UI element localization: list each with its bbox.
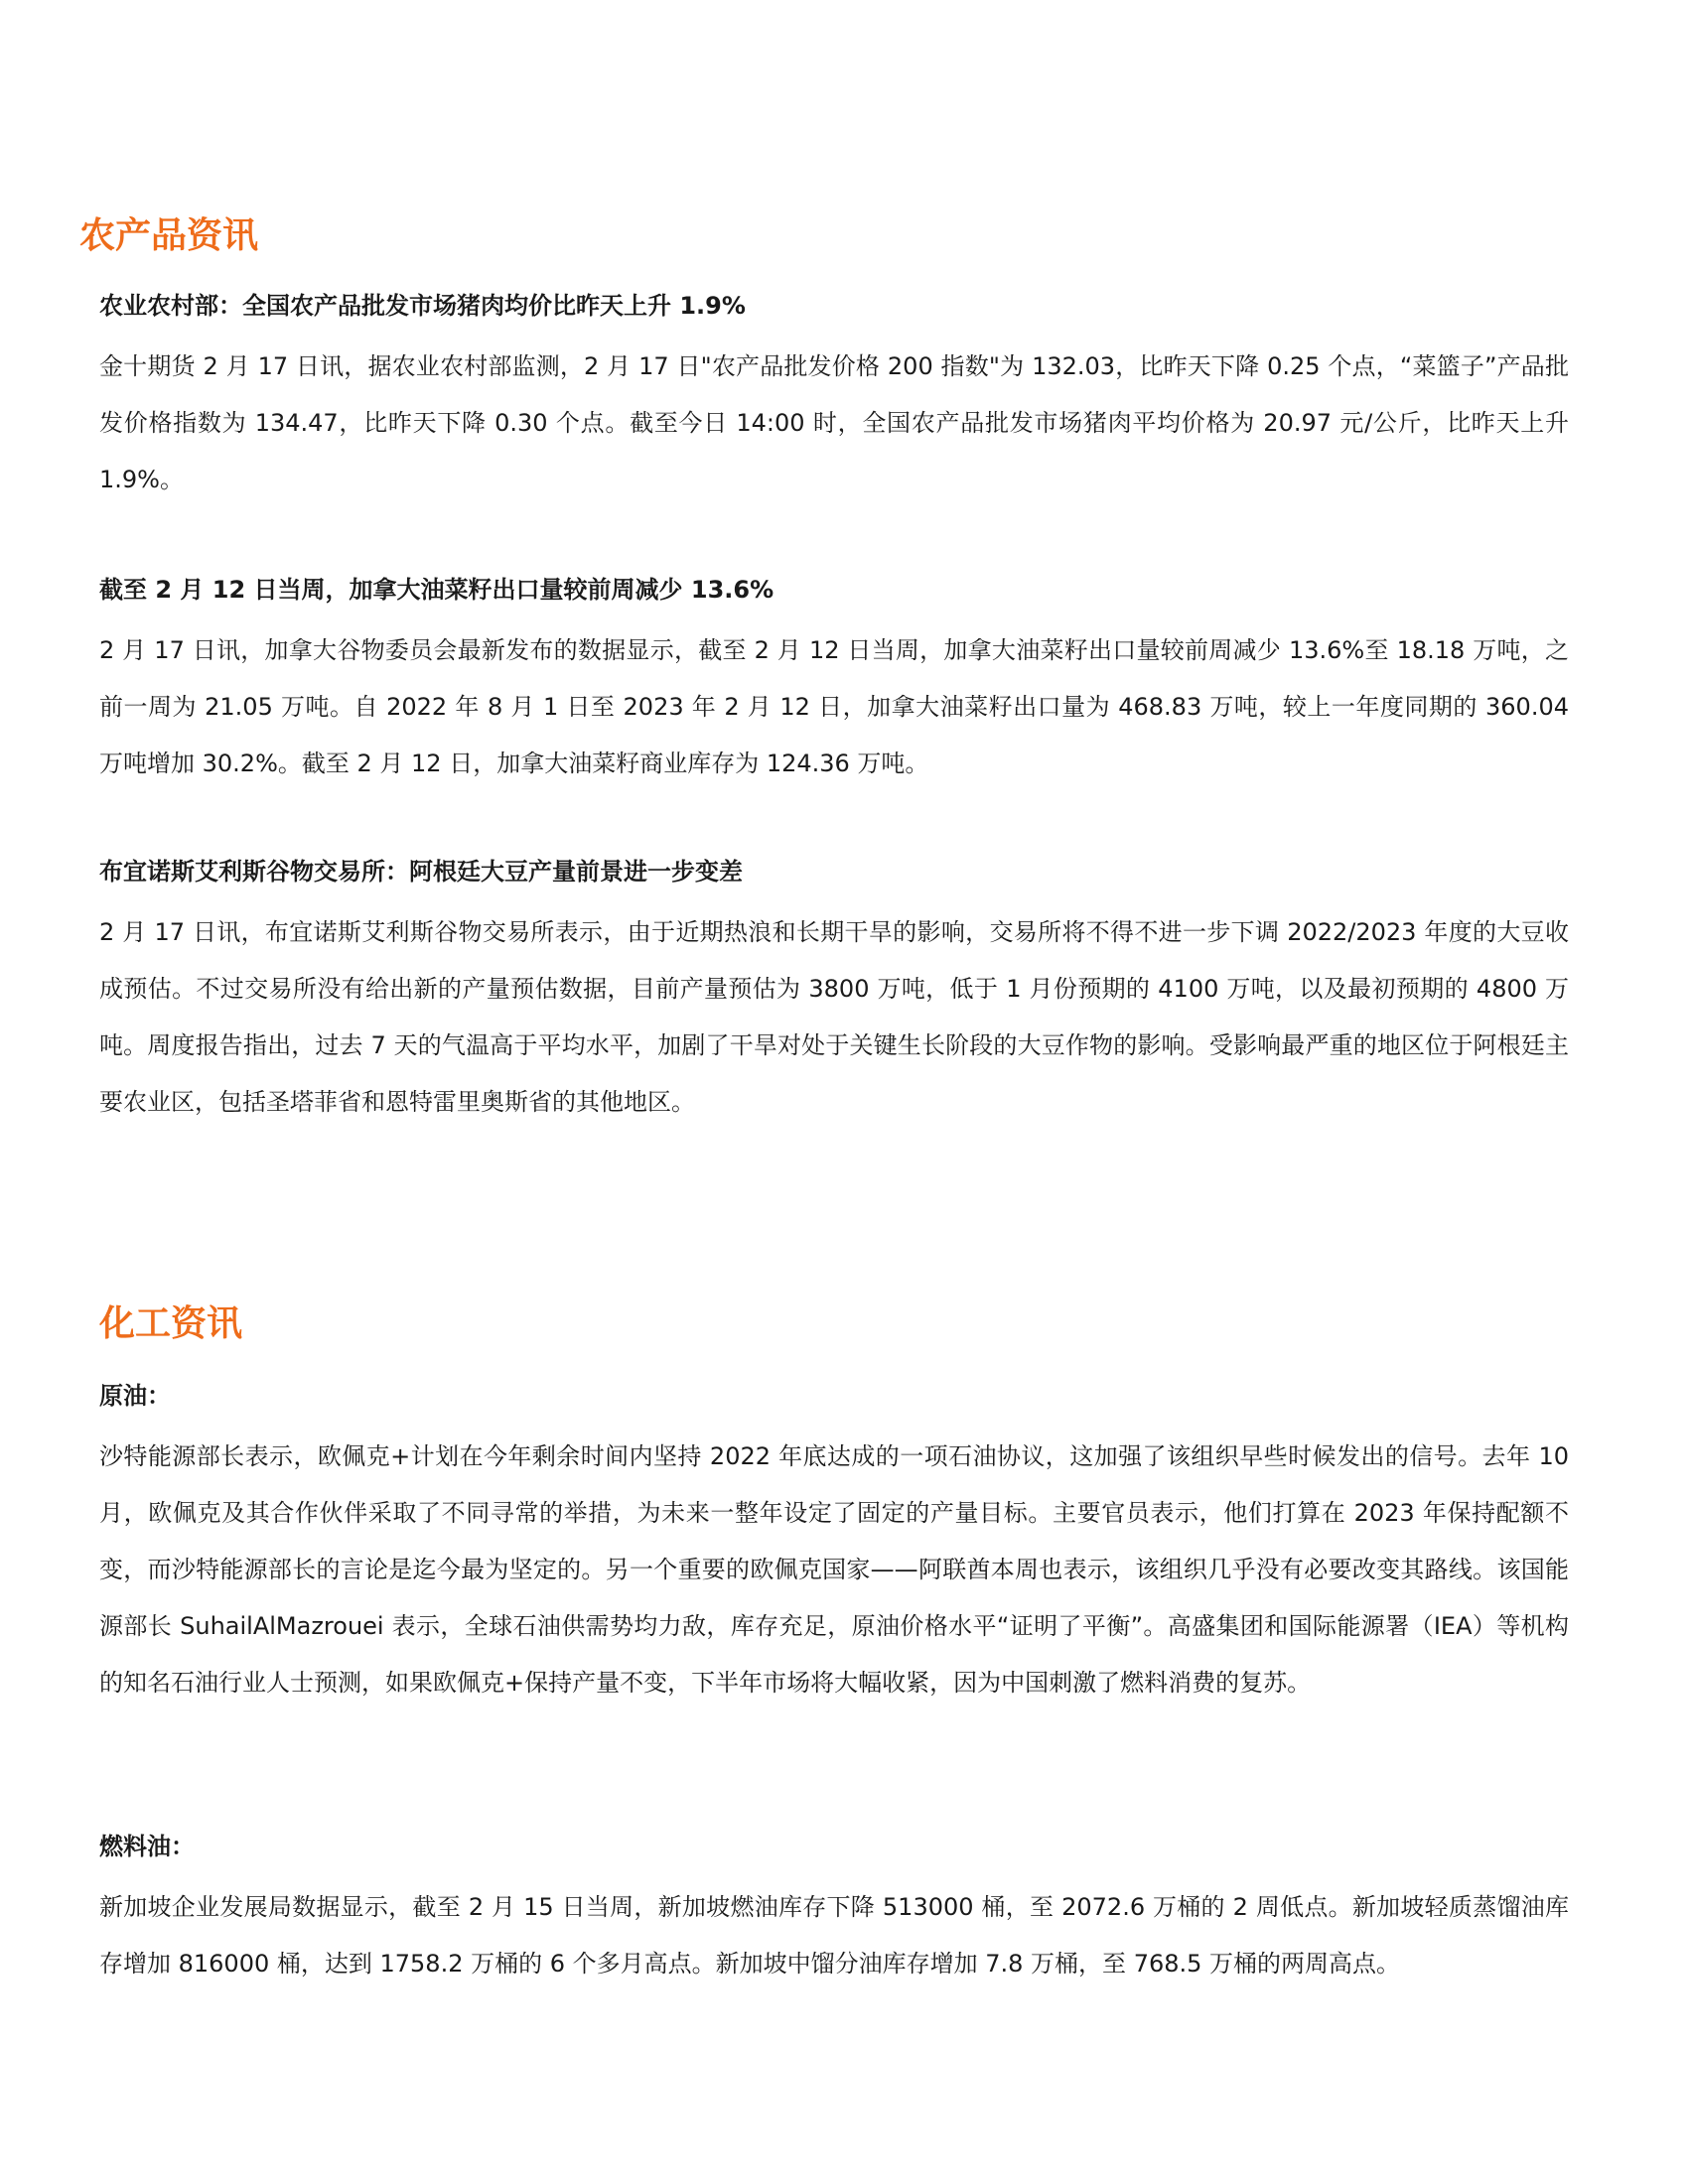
article-crude-oil — [99, 1380, 1569, 1711]
article-argentina-soybean — [99, 856, 1569, 1131]
article-body: 2 月 17 日讯，加拿大谷物委员会最新发布的数据显示，截至 2 月 12 日当周，加拿大油菜籽出口量较前周减少 13.6%至 18.18 万吨，之前一周为 21.05 万吨。自 2022 年 8 月 1 日至 2023 年 2 月 12 日，加拿大油菜籽出口量为 468.83 万吨，较上一年度同期的 360.04 万吨增加 30.2%。截至 2 月 12 日，加拿大油菜籽商业库存为 124.36 万吨。 — [99, 636, 1569, 777]
article-heading: 截至 2 月 12 日当周，加拿大油菜籽出口量较前周减少 13.6% — [99, 576, 774, 604]
article-body: 2 月 17 日讯，布宜诺斯艾利斯谷物交易所表示，由于近期热浪和长期干旱的影响，交易所将不得不进一步下调 2022/2023 年度的大豆收成预估。不过交易所没有给出新的产量预估数据，目前产量预估为 3800 万吨，低于 1 月份预期的 4100 万吨，以及最初预期的 4800 万吨。周度报告指出，过去 7 天的气温高于平均水平，加剧了干旱对处于关键生长阶段的大豆作物的影响。受影响最严重的地区位于阿根廷主要农业区，包括圣塔菲省和恩特雷里奥斯省的其他地区。 — [99, 918, 1569, 1116]
article-body: 新加坡企业发展局数据显示，截至 2 月 15 日当周，新加坡燃油库存下降 513000 桶，至 2072.6 万桶的 2 周低点。新加坡轻质蒸馏油库存增加 816000 桶，达到 1758.2 万桶的 6 个多月高点。新加坡中馏分油库存增加 7.8 万桶，至 768.5 万桶的两周高点。 — [99, 1893, 1569, 1978]
section-title-agriculture: 农产品资讯 — [79, 215, 259, 256]
article-body: 金十期货 2 月 17 日讯，据农业农村部监测，2 月 17 日"农产品批发价格 200 指数"为 132.03，比昨天下降 0.25 个点，“菜篮子”产品批发价格指数为 134.47，比昨天下降 0.30 个点。截至今日 14:00 时，全国农产品批发市场猪肉平均价格为 20.97 元/公斤，比昨天上升 1.9%。 — [99, 352, 1569, 493]
article-body: 沙特能源部长表示，欧佩克+计划在今年剩余时间内坚持 2022 年底达成的一项石油协议，这加强了该组织早些时候发出的信号。去年 10 月，欧佩克及其合作伙伴采取了不同寻常的举措，为未来一整年设定了固定的产量目标。主要官员表示，他们打算在 2023 年保持配额不变，而沙特能源部长的言论是迄今最为坚定的。另一个重要的欧佩克国家——阿联酋本周也表示，该组织几乎没有必要改变其路线。该国能源部长 SuhailAlMazrouei 表示，全球石油供需势均力敌，库存充足，原油价格水平“证明了平衡”。高盛集团和国际能源署（IEA）等机构的知名石油行业人士预测，如果欧佩克+保持产量不变，下半年市场将大幅收紧，因为中国刺激了燃料消费的复苏。 — [99, 1442, 1569, 1697]
section-title-chemical: 化工资讯 — [99, 1303, 243, 1344]
article-heading: 农业农村部：全国农产品批发市场猪肉均价比昨天上升 1.9% — [99, 292, 746, 320]
article-heading: 燃料油： — [99, 1833, 195, 1860]
article-heading: 原油： — [99, 1382, 171, 1410]
article-pork-price — [99, 290, 1569, 508]
article-fuel-oil — [99, 1831, 1569, 1992]
article-heading: 布宜诺斯艾利斯谷物交易所：阿根廷大豆产量前景进一步变差 — [99, 858, 743, 886]
article-canola-exports — [99, 574, 1569, 792]
